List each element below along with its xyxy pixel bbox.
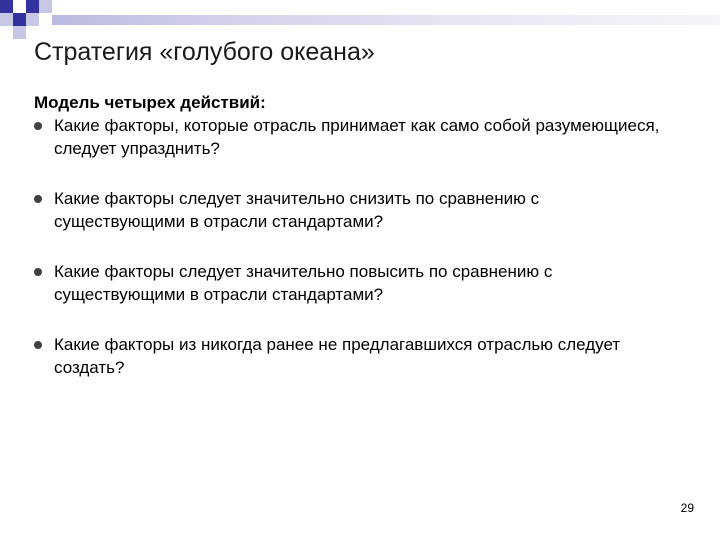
bullet-text: Какие факторы, которые отрасль принимает как само собой разумеющиеся, следует упразднить? xyxy=(54,116,660,158)
list-item xyxy=(34,187,674,233)
bullet-icon xyxy=(34,341,42,349)
bullet-text: Какие факторы из никогда ранее не предлагавшихся отраслью следует создать? xyxy=(54,335,621,377)
bullet-icon xyxy=(34,122,42,130)
slide-content xyxy=(34,92,674,379)
bullet-icon xyxy=(34,268,42,276)
page-number: 29 xyxy=(680,501,694,515)
list-item xyxy=(34,260,674,306)
bullet-text: Какие факторы следует значительно повысить по сравнению с существующими в отрасли стандартами? xyxy=(54,262,553,304)
list-item xyxy=(34,114,674,160)
bullet-list xyxy=(34,114,674,379)
list-item xyxy=(34,333,674,379)
slide-title: Стратегия «голубого океана» xyxy=(34,38,375,66)
subheading: Модель четырех действий: xyxy=(34,93,266,112)
bullet-icon xyxy=(34,195,42,203)
bullet-text: Какие факторы следует значительно снизить по сравнению с существующими в отрасли стандартами? xyxy=(54,189,540,231)
